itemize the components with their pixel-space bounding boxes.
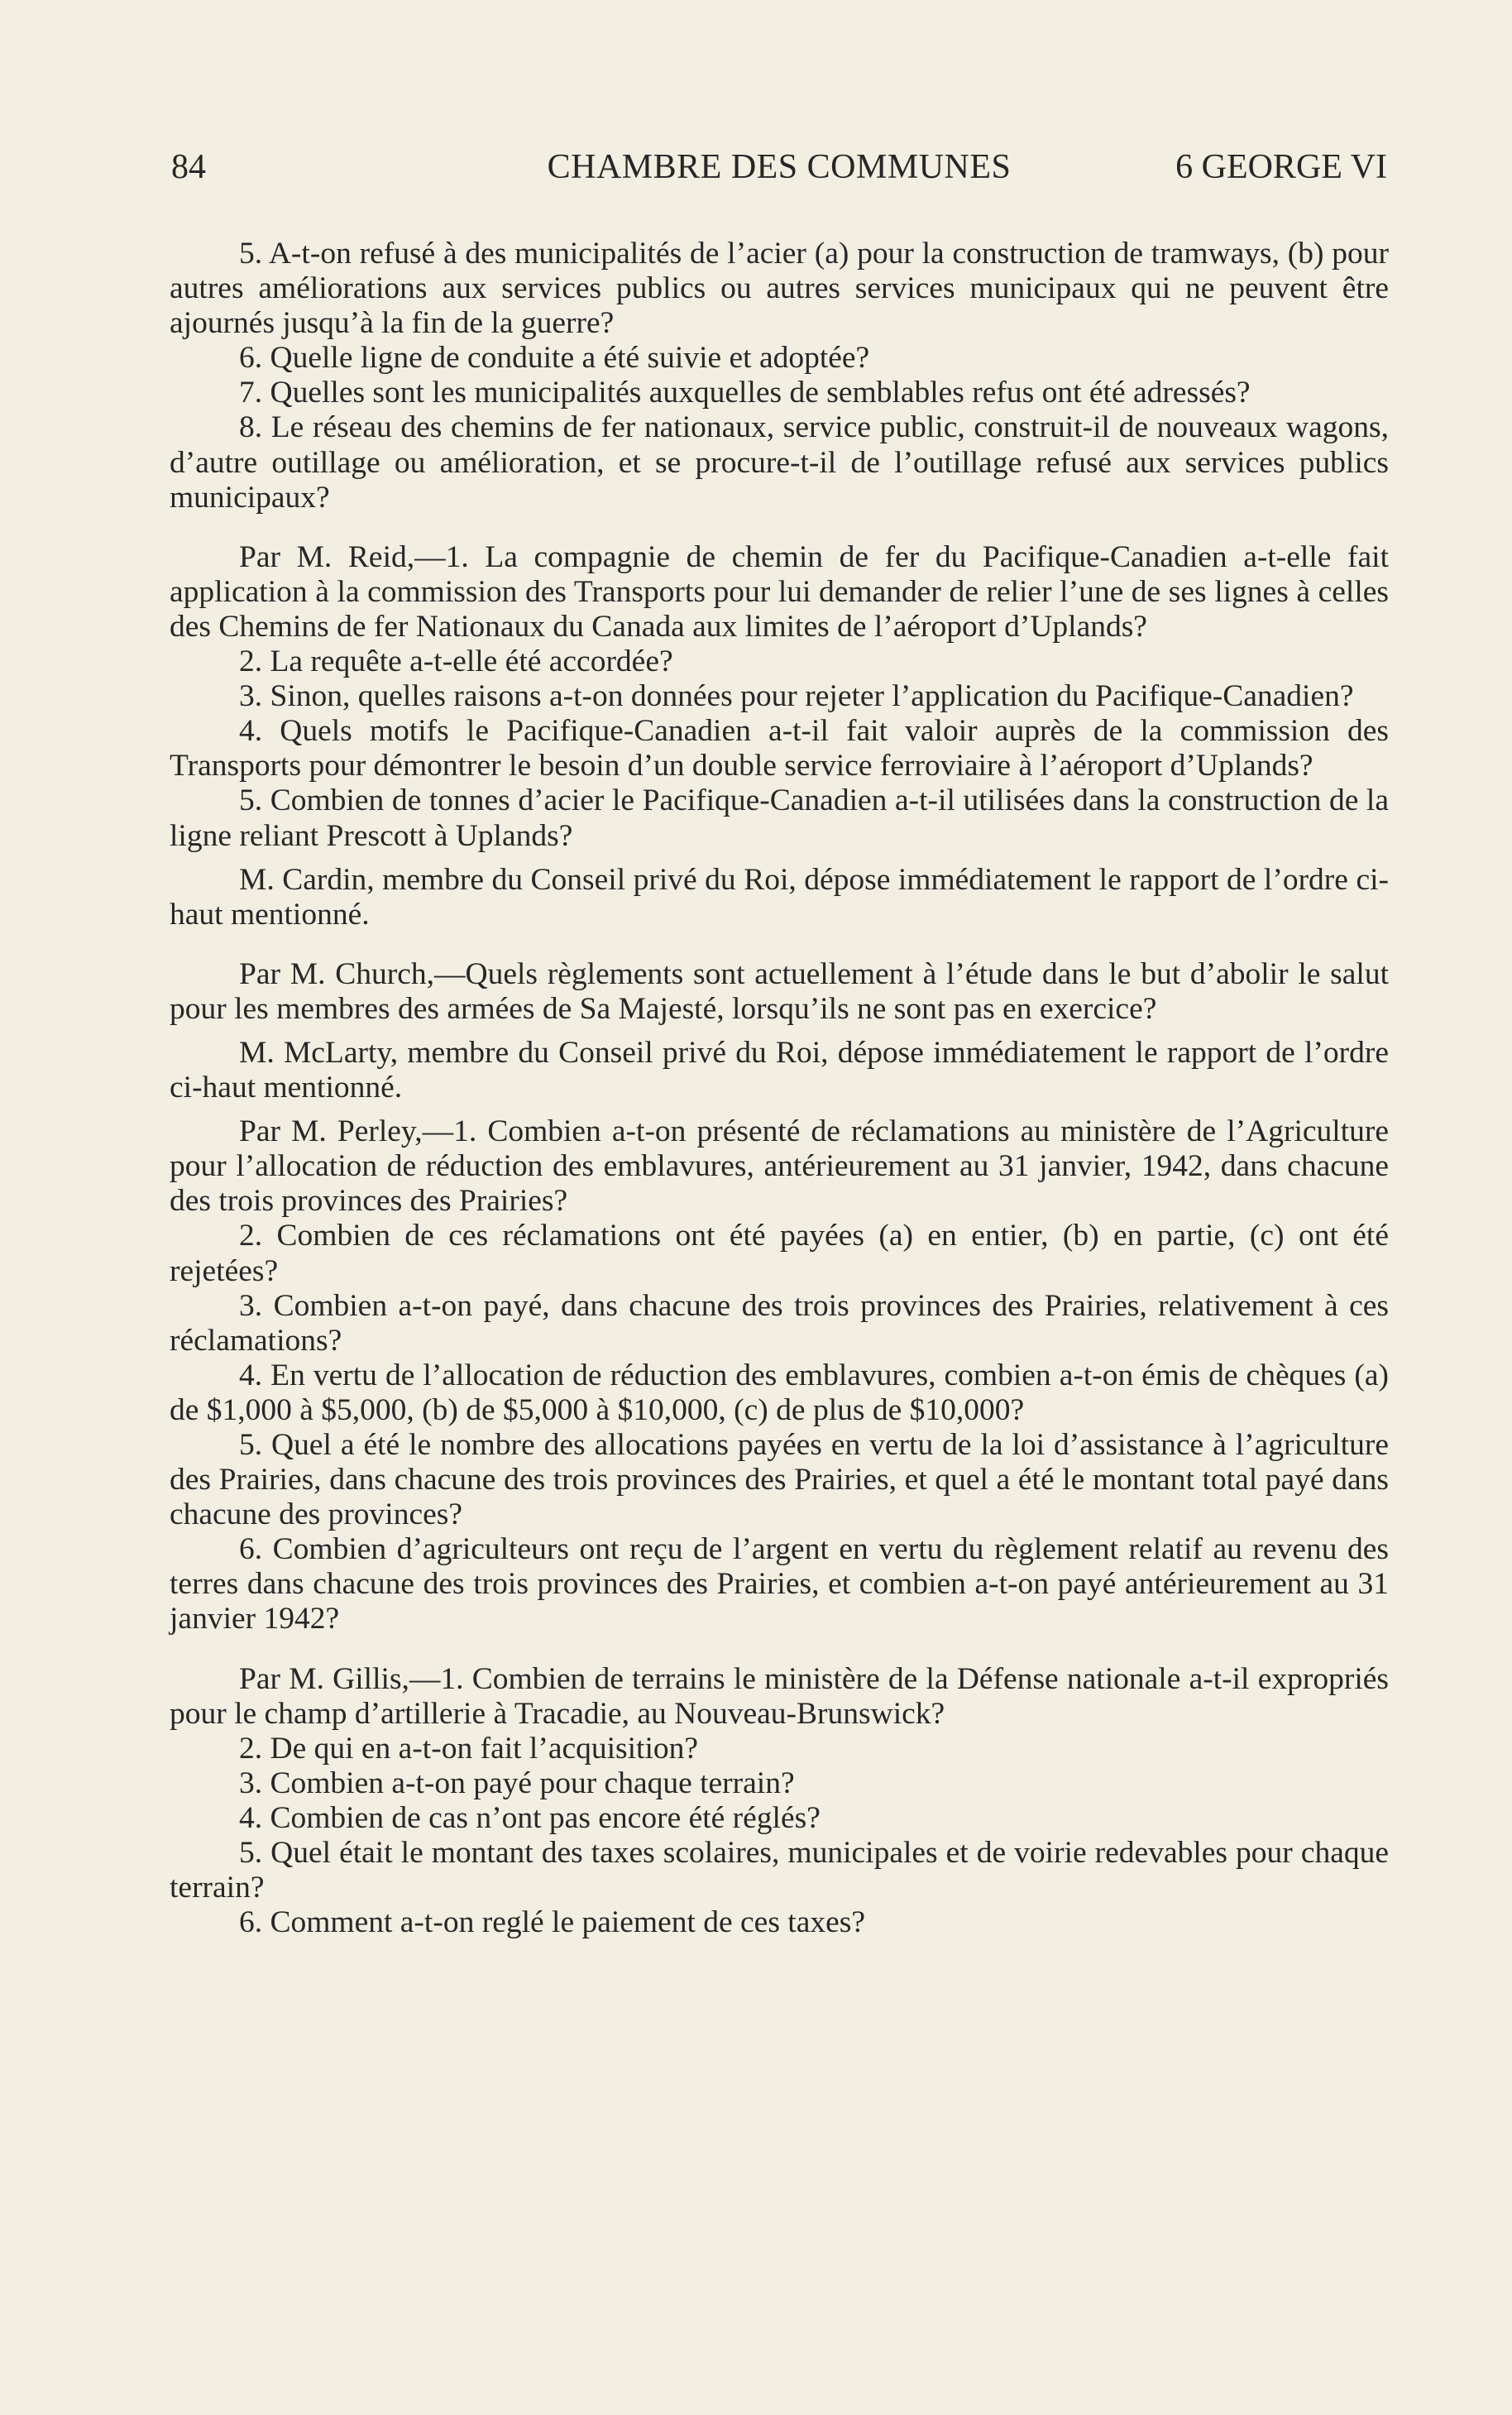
paragraph: M. McLarty, membre du Conseil privé du Roi, dépose immédiatement le rapport de l’ordre ci-haut mentionné. [170,1035,1389,1105]
paragraph: 3. Combien a-t-on payé pour chaque terrain? [239,1766,795,1800]
paragraph: 8. Le réseau des chemins de fer nationaux, service public, construit-il de nouveaux wagons, d’autre outillage ou amélioration, et se procure-t-il de l’outillage refusé aux services publics municipaux? [170,410,1389,515]
paragraph: Par M. Church,—Quels règlements sont actuellement à l’étude dans le but d’abolir le salut pour les membres des armées de Sa Majesté, lorsqu’ils ne sont pas en exercice? [170,956,1389,1026]
paragraph: 5. Quel était le montant des taxes scolaires, municipales et de voirie redevables pour chaque terrain? [170,1836,1389,1905]
question-block [170,1662,1389,1941]
block-spacer [170,1027,1389,1036]
reply-block [170,1036,1389,1105]
question-block [170,540,1389,854]
paragraph: 6. Combien d’agriculteurs ont reçu de l’argent en vertu du règlement relatif au revenu des terres dans chacune des trois provinces des Prairies, et combien a-t-on payé antérieurement au 31 janvier 1942? [170,1532,1389,1636]
paragraph: 5. Combien de tonnes d’acier le Pacifique-Canadien a-t-il utilisées dans la construction de la ligne reliant Prescott à Uplands? [170,783,1389,853]
paragraph: 3. Sinon, quelles raisons a-t-on données pour rejeter l’application du Pacifique-Canadien? [239,679,1354,714]
question-block [170,237,1389,515]
running-title: CHAMBRE DES COMMUNES [547,148,1012,186]
reign-label: 6 GEORGE VI [1175,148,1387,186]
running-header [171,147,1387,194]
question-block [170,957,1389,1027]
reply-block [170,863,1389,932]
paragraph: 3. Combien a-t-on payé, dans chacune des trois provinces des Prairies, relativement à ces réclamations? [170,1288,1389,1358]
paragraph: 7. Quelles sont les municipalités auxquelles de semblables refus ont été adressés? [239,376,1251,410]
paragraph: 6. Comment a-t-on reglé le paiement de ces taxes? [239,1905,865,1940]
paragraph: 5. A-t-on refusé à des municipalités de l’acier (a) pour la construction de tramways, (b) pour autres améliorations aux services publics ou autres services municipaux qui ne peuvent être ajournés jusqu’à la fin de la guerre? [170,237,1389,341]
paragraph: 5. Quel a été le nombre des allocations payées en vertu de la loi d’assistance à l’agriculture des Prairies, dans chacune des trois provinces des Prairies, et quel a été le montant total payé dans chacune des provinces? [170,1428,1389,1532]
paragraph: 4. En vertu de l’allocation de réduction des emblavures, combien a-t-on émis de chèques (a) de $1,000 à $5,000, (b) de $5,000 à $10,000, (c) de plus de $10,000? [170,1358,1389,1427]
paragraph: 2. La requête a-t-elle été accordée? [239,644,673,679]
reply-block [170,1114,1389,1636]
paragraph: M. Cardin, membre du Conseil privé du Roi, dépose immédiatement le rapport de l’ordre ci-haut mentionné. [170,862,1389,932]
block-spacer [170,515,1389,540]
paragraph: Par M. Reid,—1. La compagnie de chemin de fer du Pacifique-Canadien a-t-elle fait application à la commission des Transports pour lui demander de relier l’une de ses lignes à celles des Chemins de fer Nationaux du Canada aux limites de l’aéroport d’Uplands? [170,539,1389,644]
block-spacer [170,1637,1389,1662]
paragraph: Par M. Gillis,—1. Combien de terrains le ministère de la Défense nationale a-t-il expropriés pour le champ d’artillerie à Tracadie, au Nouveau-Brunswick? [170,1661,1389,1731]
paragraph: 2. Combien de ces réclamations ont été payées (a) en entier, (b) en partie, (c) ont été rejetées? [170,1219,1389,1288]
paragraph: 2. De qui en a-t-on fait l’acquisition? [239,1731,699,1766]
paragraph: 4. Quels motifs le Pacifique-Canadien a-t-il fait valoir auprès de la commission des Transports pour démontrer le besoin d’un double service ferroviaire à l’aéroport d’Uplands? [170,714,1389,783]
page-number: 84 [171,148,206,186]
paragraph: 4. Combien de cas n’ont pas encore été réglés? [239,1800,821,1835]
paragraph: Par M. Perley,—1. Combien a-t-on présenté de réclamations au ministère de l’Agriculture pour l’allocation de réduction des emblavures, antérieurement au 31 janvier, 1942, dans chacune des trois provinces des Prairies? [170,1114,1389,1219]
document-body [170,237,1389,1940]
block-spacer [170,932,1389,957]
block-spacer [170,854,1389,863]
block-spacer [170,1105,1389,1114]
paragraph: 6. Quelle ligne de conduite a été suivie et adoptée? [239,341,870,376]
